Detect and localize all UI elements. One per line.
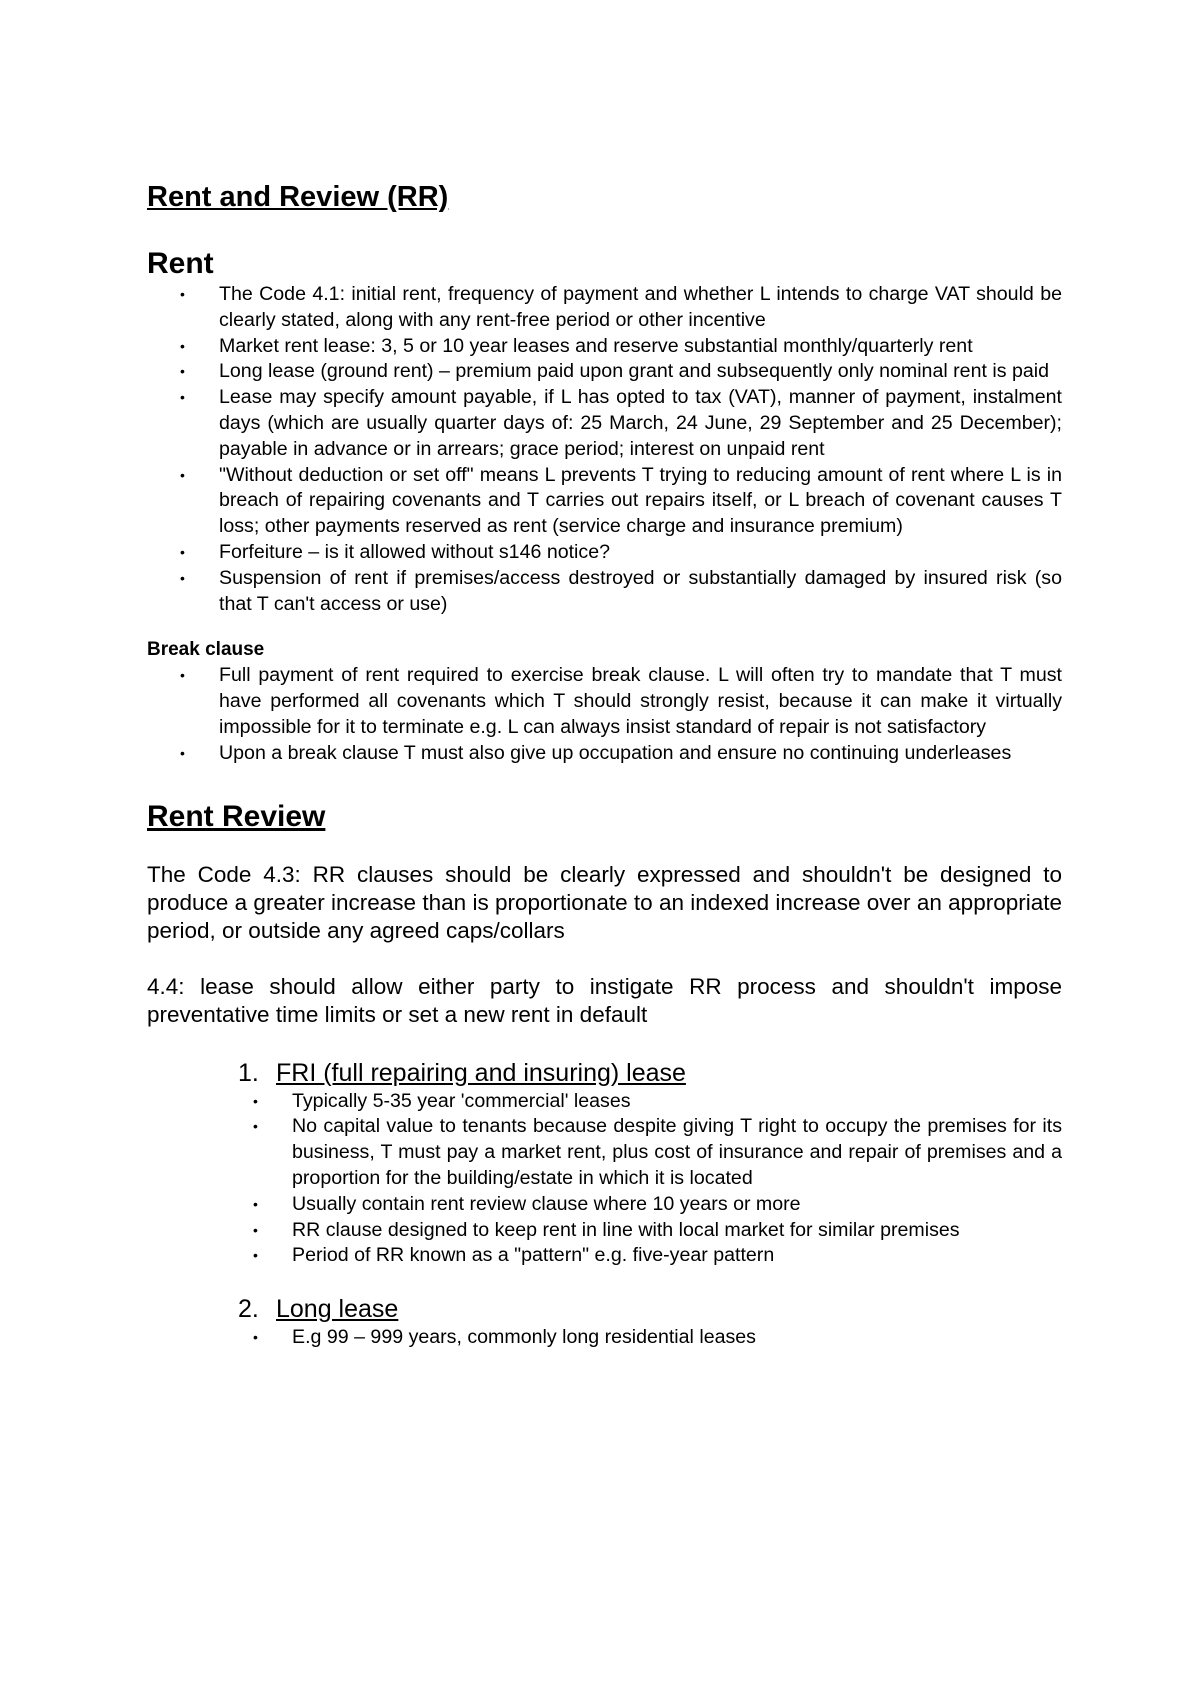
list-item	[253, 1243, 1062, 1269]
list-item	[253, 1218, 1062, 1244]
list-item	[253, 1089, 1062, 1115]
bullet-icon: •	[180, 337, 185, 354]
list-item	[180, 463, 1062, 540]
document-title: Rent and Review (RR)	[147, 181, 449, 213]
rent-review-paragraph: The Code 4.3: RR clauses should be clearly expressed and shouldn't be designed to produce a greater increase than is proportionate to an indexed increase over an appropriate period, or outside any agreed caps/collars	[147, 861, 1062, 943]
long-lease-bullet-list	[147, 1325, 1062, 1351]
list-item-text: Market rent lease: 3, 5 or 10 year leases and reserve substantial monthly/quarterly rent	[219, 334, 973, 357]
rent-review-paragraph: 4.4: lease should allow either party to instigate RR process and shouldn't impose preventative time limits or set a new rent in default	[147, 973, 1062, 1027]
list-number: 2.	[238, 1295, 259, 1324]
bullet-icon: •	[180, 543, 185, 560]
list-item	[253, 1114, 1062, 1191]
list-item	[180, 540, 1062, 566]
list-item	[180, 566, 1062, 618]
list-item-text: RR clause designed to keep rent in line with local market for similar premises	[292, 1218, 960, 1241]
list-item	[253, 1192, 1062, 1218]
rent-heading: Rent	[147, 247, 214, 280]
bullet-icon: •	[180, 569, 185, 586]
list-item-text: "Without deduction or set off" means L prevents T trying to reducing amount of rent where L is in breach of repairing covenants and T carries out repairs itself, or L breach of covenant causes T loss; other payments reserved as rent (service charge and insurance premium)	[219, 463, 1062, 538]
numbered-heading-title: FRI (full repairing and insuring) lease	[276, 1058, 686, 1087]
list-number: 1.	[238, 1058, 259, 1087]
bullet-icon: •	[180, 363, 185, 380]
numbered-heading-fri	[238, 1057, 1062, 1089]
rent-review-heading: Rent Review	[147, 799, 326, 833]
list-item	[180, 282, 1062, 334]
bullet-icon: •	[180, 667, 185, 684]
list-item-text: Typically 5-35 year 'commercial' leases	[292, 1089, 631, 1112]
numbered-heading-title: Long lease	[276, 1295, 399, 1324]
fri-bullet-list	[147, 1089, 1062, 1270]
list-item	[180, 741, 1062, 767]
bullet-icon: •	[253, 1247, 258, 1264]
list-item-text: Period of RR known as a "pattern" e.g. five-year pattern	[292, 1244, 775, 1267]
document-page	[147, 178, 1062, 1351]
numbered-heading-long-lease	[238, 1293, 1062, 1325]
bullet-icon: •	[180, 389, 185, 406]
list-item-text: Forfeiture – is it allowed without s146 notice?	[219, 540, 610, 563]
list-item	[180, 663, 1062, 740]
list-item	[180, 334, 1062, 360]
list-item-text: Full payment of rent required to exercise break clause. L will often try to mandate that T must have performed all covenants which T should strongly resist, because it can make it virtually impossible for it to terminate e.g. L can always insist standard of repair is not satisfactory	[219, 664, 1062, 738]
bullet-icon: •	[180, 744, 185, 761]
list-item-text: Upon a break clause T must also give up occupation and ensure no continuing underleases	[219, 741, 1012, 764]
bullet-icon: •	[253, 1221, 258, 1238]
list-item	[253, 1325, 1062, 1351]
bullet-icon: •	[180, 286, 185, 302]
rent-bullet-list	[147, 282, 1062, 617]
bullet-icon: •	[253, 1118, 258, 1135]
list-item-text: The Code 4.1: initial rent, frequency of payment and whether L intends to charge VAT should be clearly stated, along with any rent-free period or other incentive	[219, 283, 1062, 331]
bullet-icon: •	[253, 1329, 258, 1346]
list-item-text: Suspension of rent if premises/access destroyed or substantially damaged by insured risk (so that T can't access or use)	[219, 566, 1062, 615]
list-item-text: Lease may specify amount payable, if L has opted to tax (VAT), manner of payment, instalment days (which are usually quarter days of: 25 March, 24 June, 29 September and 25 December); payable in advance or in arrears; grace period; interest on unpaid rent	[219, 386, 1062, 460]
break-clause-bullet-list	[147, 663, 1062, 766]
list-item	[180, 385, 1062, 462]
list-item-text: E.g 99 – 999 years, commonly long residential leases	[292, 1326, 756, 1349]
list-item-text: Usually contain rent review clause where 10 years or more	[292, 1192, 801, 1215]
bullet-icon: •	[253, 1195, 258, 1212]
list-item-text: Long lease (ground rent) – premium paid upon grant and subsequently only nominal rent is paid	[219, 360, 1049, 383]
break-clause-heading: Break clause	[147, 639, 265, 661]
list-item-text: No capital value to tenants because despite giving T right to occupy the premises for its business, T must pay a market rent, plus cost of insurance and repair of premises and a proportion for the building/estate in which it is located	[292, 1115, 1062, 1189]
list-item	[180, 359, 1062, 385]
bullet-icon: •	[253, 1092, 258, 1109]
bullet-icon: •	[180, 466, 185, 483]
